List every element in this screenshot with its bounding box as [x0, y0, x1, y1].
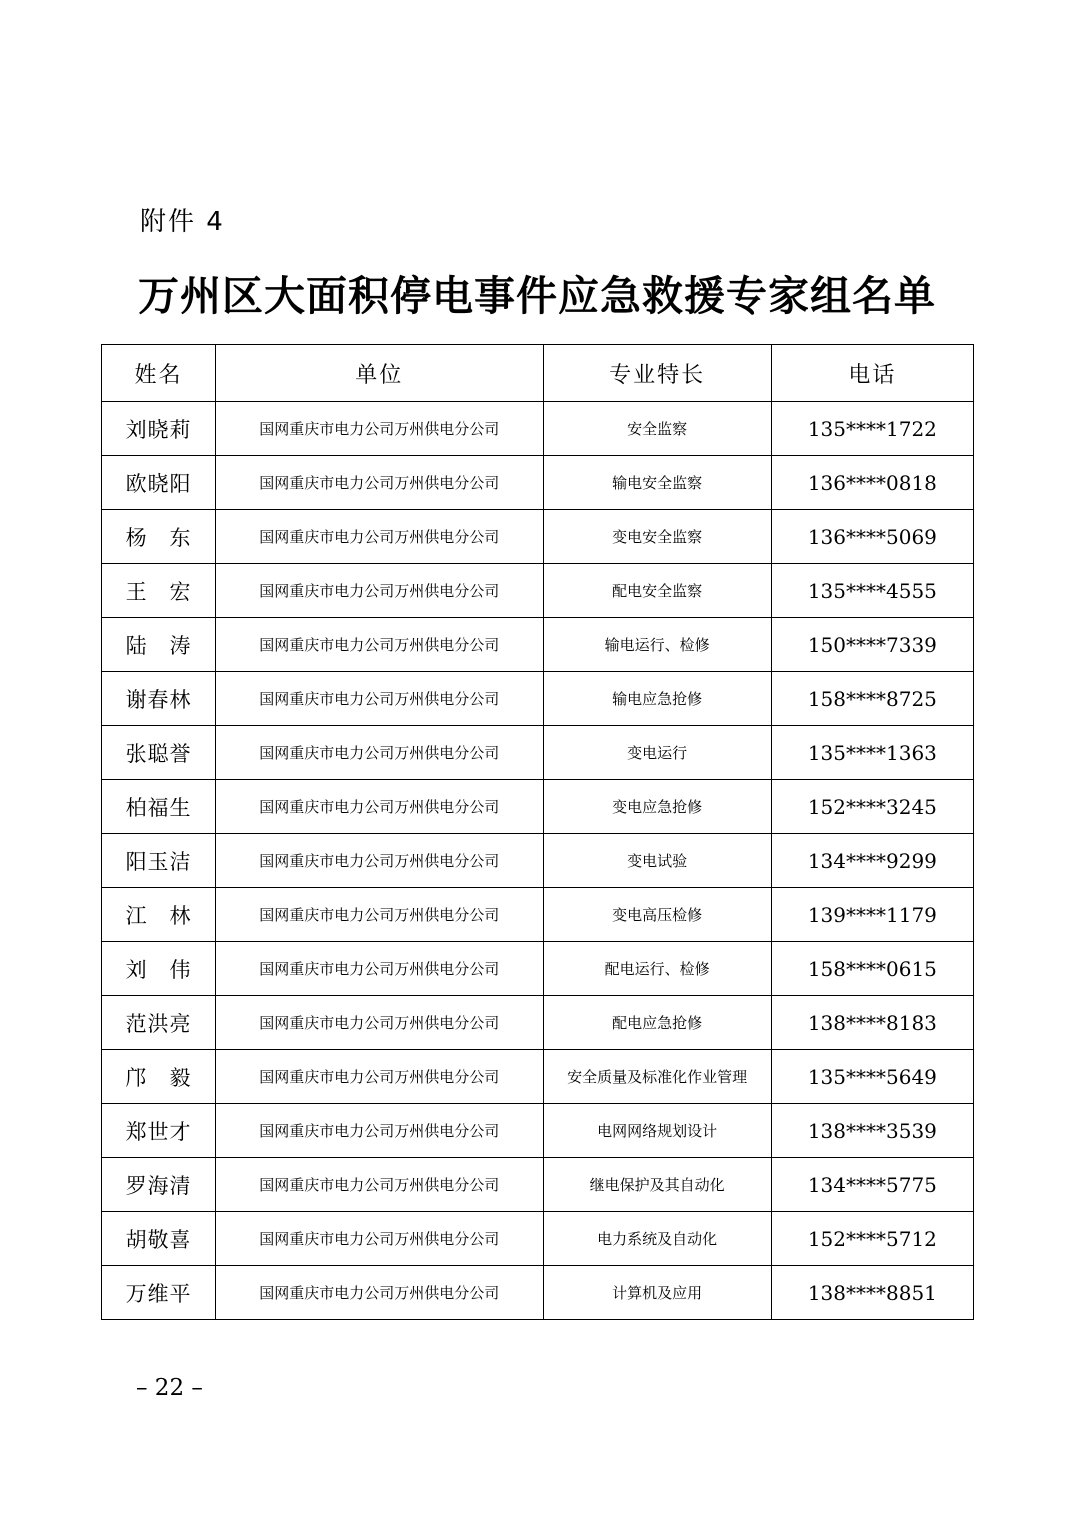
cell-specialty: 继电保护及其自动化: [543, 1158, 771, 1212]
table-body: [102, 402, 974, 1320]
header-phone: 电话: [771, 345, 973, 402]
cell-unit: 国网重庆市电力公司万州供电分公司: [216, 942, 543, 996]
cell-unit: 国网重庆市电力公司万州供电分公司: [216, 834, 543, 888]
cell-specialty: 变电试验: [543, 834, 771, 888]
cell-phone: 138****8851: [771, 1266, 973, 1320]
cell-specialty: 输电运行、检修: [543, 618, 771, 672]
cell-specialty: 安全监察: [543, 402, 771, 456]
table-row: [102, 1050, 974, 1104]
cell-phone: 152****5712: [771, 1212, 973, 1266]
cell-name: 范洪亮: [102, 996, 216, 1050]
cell-name: 刘晓莉: [102, 402, 216, 456]
table-row: [102, 996, 974, 1050]
cell-specialty: 变电运行: [543, 726, 771, 780]
cell-specialty: 变电高压检修: [543, 888, 771, 942]
table-row: [102, 1158, 974, 1212]
table-header-row: [102, 345, 974, 402]
cell-unit: 国网重庆市电力公司万州供电分公司: [216, 888, 543, 942]
cell-unit: 国网重庆市电力公司万州供电分公司: [216, 1158, 543, 1212]
cell-name: 谢春林: [102, 672, 216, 726]
table-row: [102, 726, 974, 780]
cell-phone: 134****5775: [771, 1158, 973, 1212]
cell-phone: 138****3539: [771, 1104, 973, 1158]
cell-name: 杨 东: [102, 510, 216, 564]
cell-name: 陆 涛: [102, 618, 216, 672]
cell-unit: 国网重庆市电力公司万州供电分公司: [216, 1050, 543, 1104]
cell-unit: 国网重庆市电力公司万州供电分公司: [216, 1212, 543, 1266]
cell-specialty: 安全质量及标准化作业管理: [543, 1050, 771, 1104]
cell-unit: 国网重庆市电力公司万州供电分公司: [216, 510, 543, 564]
document-title: 万州区大面积停电事件应急救援专家组名单: [138, 272, 936, 320]
cell-unit: 国网重庆市电力公司万州供电分公司: [216, 1266, 543, 1320]
cell-phone: 135****4555: [771, 564, 973, 618]
cell-phone: 135****1722: [771, 402, 973, 456]
table-row: [102, 780, 974, 834]
cell-specialty: 配电安全监察: [543, 564, 771, 618]
cell-unit: 国网重庆市电力公司万州供电分公司: [216, 456, 543, 510]
table-row: [102, 1104, 974, 1158]
cell-phone: 139****1179: [771, 888, 973, 942]
cell-unit: 国网重庆市电力公司万州供电分公司: [216, 996, 543, 1050]
cell-name: 胡敬喜: [102, 1212, 216, 1266]
cell-phone: 135****1363: [771, 726, 973, 780]
cell-specialty: 变电安全监察: [543, 510, 771, 564]
cell-name: 阳玉洁: [102, 834, 216, 888]
cell-unit: 国网重庆市电力公司万州供电分公司: [216, 672, 543, 726]
cell-phone: 136****5069: [771, 510, 973, 564]
cell-specialty: 配电应急抢修: [543, 996, 771, 1050]
cell-unit: 国网重庆市电力公司万州供电分公司: [216, 402, 543, 456]
cell-name: 邝 毅: [102, 1050, 216, 1104]
expert-roster-table: [101, 344, 974, 1320]
cell-specialty: 输电安全监察: [543, 456, 771, 510]
cell-unit: 国网重庆市电力公司万州供电分公司: [216, 726, 543, 780]
table-row: [102, 510, 974, 564]
cell-name: 张聪誉: [102, 726, 216, 780]
table-row: [102, 456, 974, 510]
table-row: [102, 1266, 974, 1320]
header-unit: 单位: [216, 345, 543, 402]
cell-phone: 150****7339: [771, 618, 973, 672]
cell-name: 江 林: [102, 888, 216, 942]
cell-specialty: 输电应急抢修: [543, 672, 771, 726]
table-row: [102, 942, 974, 996]
cell-phone: 158****0615: [771, 942, 973, 996]
cell-name: 刘 伟: [102, 942, 216, 996]
table-row: [102, 618, 974, 672]
header-name: 姓名: [102, 345, 216, 402]
cell-specialty: 变电应急抢修: [543, 780, 771, 834]
cell-phone: 158****8725: [771, 672, 973, 726]
cell-unit: 国网重庆市电力公司万州供电分公司: [216, 780, 543, 834]
cell-name: 郑世才: [102, 1104, 216, 1158]
table-row: [102, 672, 974, 726]
table-row: [102, 1212, 974, 1266]
cell-unit: 国网重庆市电力公司万州供电分公司: [216, 1104, 543, 1158]
cell-name: 万维平: [102, 1266, 216, 1320]
table-row: [102, 888, 974, 942]
table-row: [102, 402, 974, 456]
cell-phone: 138****8183: [771, 996, 973, 1050]
cell-phone: 134****9299: [771, 834, 973, 888]
cell-name: 欧晓阳: [102, 456, 216, 510]
table-row: [102, 834, 974, 888]
cell-name: 柏福生: [102, 780, 216, 834]
cell-specialty: 电网网络规划设计: [543, 1104, 771, 1158]
cell-phone: 136****0818: [771, 456, 973, 510]
cell-phone: 135****5649: [771, 1050, 973, 1104]
attachment-label: 附件 4: [140, 207, 225, 237]
cell-name: 王 宏: [102, 564, 216, 618]
cell-unit: 国网重庆市电力公司万州供电分公司: [216, 618, 543, 672]
cell-specialty: 电力系统及自动化: [543, 1212, 771, 1266]
cell-unit: 国网重庆市电力公司万州供电分公司: [216, 564, 543, 618]
cell-phone: 152****3245: [771, 780, 973, 834]
table-row: [102, 564, 974, 618]
cell-name: 罗海清: [102, 1158, 216, 1212]
page-number: – 22 –: [136, 1375, 203, 1401]
cell-specialty: 计算机及应用: [543, 1266, 771, 1320]
header-specialty: 专业特长: [543, 345, 771, 402]
cell-specialty: 配电运行、检修: [543, 942, 771, 996]
